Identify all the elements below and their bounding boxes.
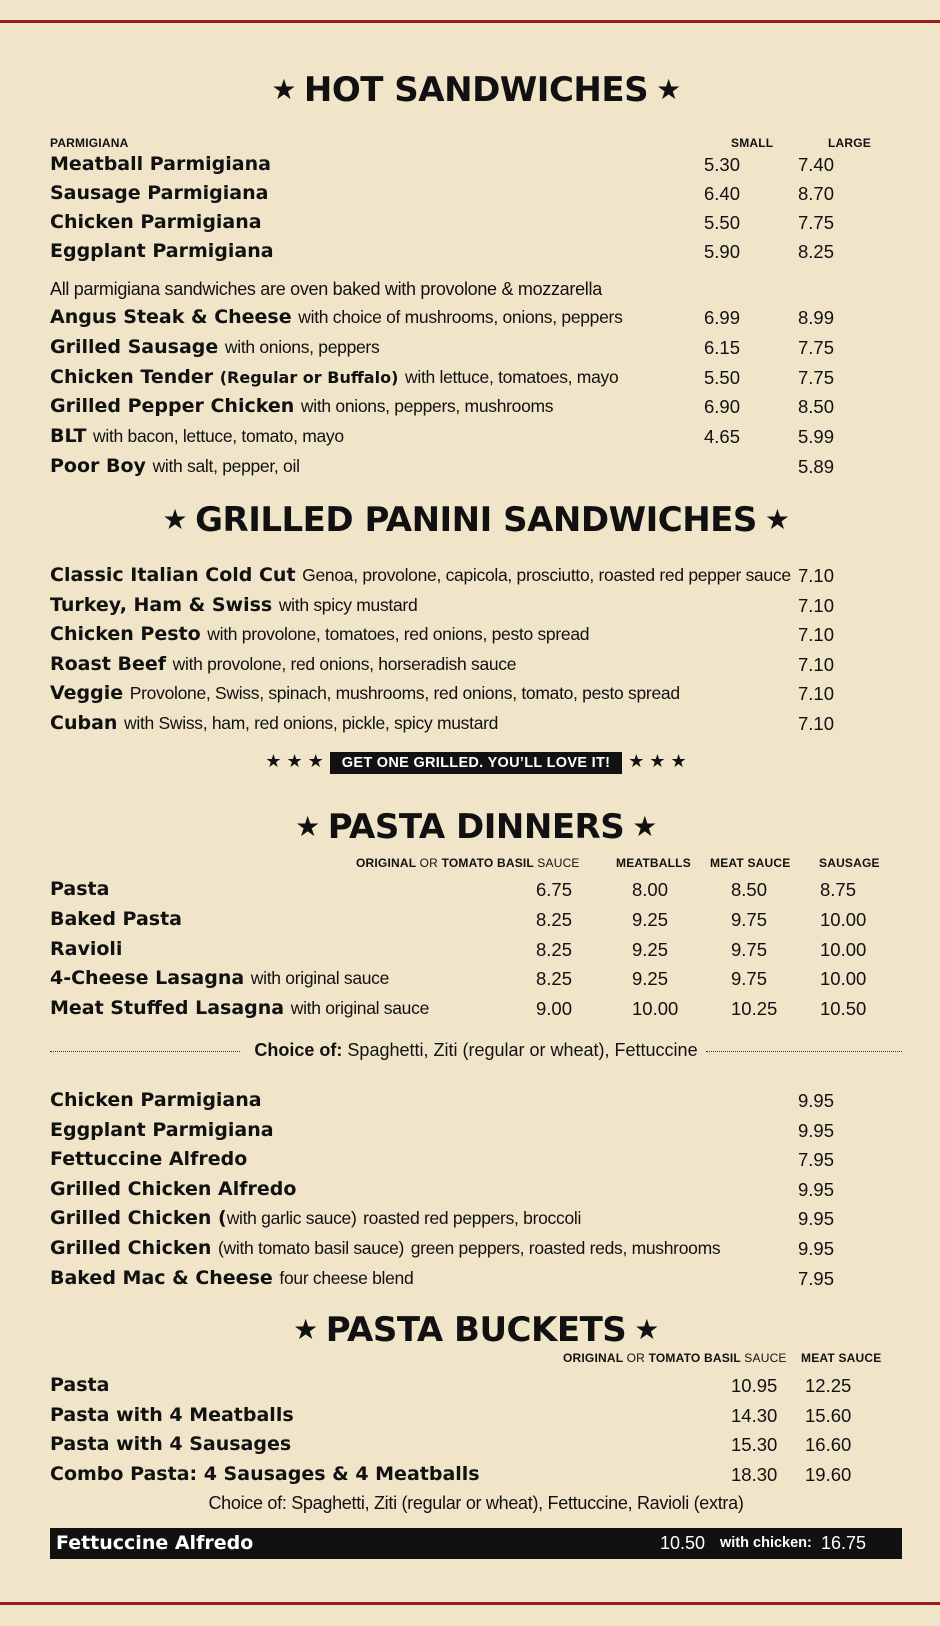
item-note: (with tomato basil sauce): [218, 1238, 405, 1258]
item-name: [50, 997, 429, 1019]
menu-row: [50, 455, 902, 485]
large-price: 5.89: [798, 456, 835, 477]
price: 9.95: [798, 1238, 835, 1259]
menu-row: [50, 153, 902, 183]
menu-row: [50, 1374, 902, 1404]
item-name: [50, 306, 623, 328]
star-icon: ★ ★ ★: [265, 751, 324, 771]
original-price: 10.95: [731, 1375, 778, 1396]
item-description: with bacon, lettuce, tomato, mayo: [93, 426, 344, 447]
item-name: [50, 564, 791, 586]
price: 7.10: [798, 565, 835, 586]
menu-row: [50, 682, 902, 712]
meat-sauce-price: 16.60: [805, 1434, 852, 1456]
price: 9.95: [798, 1090, 835, 1111]
small-price: 6.15: [704, 336, 741, 358]
price: 9.95: [798, 1208, 835, 1230]
item-description: with lettuce, tomatoes, mayo: [405, 366, 619, 387]
hot-sandwiches-title: ★ HOT SANDWICHES ★: [50, 70, 902, 110]
large-price: 7.75: [798, 366, 835, 388]
item-title: Roast Beef: [50, 652, 167, 675]
sausage-price: 10.00: [820, 938, 867, 960]
item-description: with original sauce: [250, 968, 390, 989]
grilled-banner: [50, 751, 902, 774]
star-icon: ★: [162, 503, 188, 536]
parmigiana-note: All parmigiana sandwiches are oven baked with provolone & mozzarella: [50, 279, 602, 299]
menu-row: [50, 712, 902, 742]
grilled-banner-text: GET ONE GRILLED. YOU’LL LOVE IT!: [330, 752, 622, 774]
item-description: with onions, peppers: [224, 336, 380, 357]
small-price: 4.65: [704, 426, 741, 448]
meat-sauce-price: 10.25: [731, 998, 778, 1020]
menu-row: [50, 653, 902, 683]
bucket-meat-sauce-header: MEAT SAUCE: [801, 1351, 882, 1365]
item-description: with provolone, red onions, horseradish sauce: [172, 653, 517, 674]
item-description: Provolone, Swiss, spinach, mushrooms, red onions, tomato, pesto spread: [129, 683, 680, 704]
item-name: [50, 967, 389, 989]
alfredo-with-chicken-label: with chicken:: [720, 1535, 812, 1551]
item-title: Eggplant Parmigiana: [50, 1118, 274, 1141]
price: 9.95: [798, 1178, 835, 1200]
item-title: Chicken Parmigiana: [50, 211, 262, 233]
meatballs-price: 9.25: [632, 938, 669, 960]
item-name: [50, 938, 122, 960]
item-name: [50, 366, 618, 388]
menu-row: [50, 395, 902, 425]
meatballs-price: 9.25: [632, 968, 669, 990]
pasta-choice-text: Choice of: Spaghetti, Ziti (regular or wheat), Fettuccine: [254, 1040, 698, 1060]
item-title: Poor Boy: [50, 455, 146, 477]
menu-row: [50, 1267, 902, 1297]
item-description: with salt, pepper, oil: [152, 456, 300, 476]
original-price: 15.30: [731, 1434, 778, 1456]
star-icon: ★: [271, 73, 296, 106]
large-price: 8.50: [798, 396, 835, 418]
item-title: Combo Pasta: 4 Sausages & 4 Meatballs: [50, 1462, 480, 1485]
star-icon: ★: [634, 1313, 659, 1346]
item-subtitle: (Regular or Buffalo): [219, 367, 399, 387]
price: 7.10: [798, 713, 835, 734]
bottom-rule: [0, 1602, 940, 1605]
item-title: Chicken Tender: [50, 365, 214, 388]
menu-row: [50, 594, 902, 624]
top-rule: [0, 20, 940, 23]
small-header: SMALL: [731, 136, 774, 150]
price: 9.95: [798, 1119, 835, 1141]
star-icon: ★: [295, 810, 320, 843]
small-price: 6.40: [704, 183, 741, 204]
menu-row: [50, 336, 902, 366]
menu-row: [50, 211, 902, 241]
item-title: Classic Italian Cold Cut: [50, 564, 296, 586]
large-header: LARGE: [828, 136, 871, 150]
meatballs-price: 10.00: [632, 998, 679, 1020]
menu-row: [50, 425, 902, 455]
menu-row: [50, 306, 902, 336]
item-title: 4-Cheese Lasagna: [50, 967, 245, 990]
item-title: Turkey, Ham & Swiss: [50, 593, 273, 616]
item-name: [50, 682, 680, 704]
item-description: with original sauce: [290, 998, 429, 1019]
star-icon: ★: [632, 810, 657, 843]
large-price: 7.75: [798, 336, 835, 358]
item-title: Veggie: [50, 682, 124, 705]
item-name: [50, 908, 182, 930]
star-icon: ★: [293, 1313, 318, 1346]
menu-row: [50, 938, 902, 968]
item-name: [50, 1178, 296, 1200]
item-name: [50, 1148, 247, 1170]
menu-row: [50, 967, 902, 997]
pasta-choice-line: [50, 1040, 902, 1062]
item-name: [50, 653, 516, 675]
original-price: 8.25: [536, 938, 573, 960]
meat-sauce-price: 9.75: [731, 938, 768, 960]
item-title: BLT: [50, 425, 87, 448]
menu-row: [50, 1148, 902, 1178]
item-title: Baked Pasta: [50, 907, 182, 930]
item-name: [50, 425, 344, 447]
item-title: Meat Stuffed Lasagna: [50, 997, 285, 1020]
item-title: Grilled Sausage: [50, 335, 219, 358]
original-sauce-header: ORIGINAL OR TOMATO BASIL SAUCE: [356, 856, 580, 870]
item-name: [50, 1089, 262, 1111]
item-title: Eggplant Parmigiana: [50, 240, 274, 262]
item-title: Pasta with 4 Meatballs: [50, 1403, 294, 1426]
bucket-choice-text: Choice of: Spaghetti, Ziti (regular or wheat), Fettuccine, Ravioli (extra): [208, 1493, 744, 1513]
meatballs-header: MEATBALLS: [616, 856, 691, 870]
menu-row: [50, 908, 902, 938]
menu-row: [50, 1433, 902, 1463]
price: 7.10: [798, 594, 835, 616]
meat-sauce-price: 19.60: [805, 1463, 852, 1485]
item-title: Grilled Chicken: [50, 1237, 212, 1259]
sausage-header: SAUSAGE: [819, 856, 880, 870]
menu-row: [50, 1207, 902, 1237]
item-title: Grilled Pepper Chicken: [50, 395, 295, 418]
item-title: Pasta: [50, 878, 110, 900]
meat-sauce-price: 12.25: [805, 1375, 852, 1396]
item-description: with spicy mustard: [278, 594, 418, 615]
large-price: 8.70: [798, 183, 835, 204]
original-price: 18.30: [731, 1463, 778, 1485]
bucket-original-header: ORIGINAL OR TOMATO BASIL SAUCE: [563, 1351, 787, 1365]
item-description: roasted red peppers, broccoli: [363, 1208, 582, 1229]
pasta-dinners-title: ★ PASTA DINNERS ★: [50, 807, 902, 847]
original-price: 6.75: [536, 879, 573, 900]
item-name: [50, 1267, 413, 1289]
price: 7.10: [798, 653, 835, 675]
price: 7.95: [798, 1267, 835, 1289]
original-price: 9.00: [536, 998, 573, 1020]
item-title: Grilled Chicken Alfredo: [50, 1177, 297, 1200]
item-title: Meatball Parmigiana: [50, 153, 271, 175]
item-title: Ravioli: [50, 937, 123, 960]
star-icon: ★: [656, 73, 681, 106]
small-price: 6.90: [704, 396, 741, 418]
meat-sauce-price: 8.50: [731, 879, 768, 900]
item-name: [50, 878, 109, 900]
item-name: [50, 1374, 109, 1396]
item-title: Pasta with 4 Sausages: [50, 1433, 292, 1456]
item-name: [50, 1463, 480, 1485]
item-description: with choice of mushrooms, onions, peppers: [298, 307, 623, 327]
item-title: Fettuccine Alfredo: [50, 1148, 248, 1171]
item-description: Genoa, provolone, capicola, prosciutto, roasted red pepper sauce: [302, 565, 791, 585]
price: 7.10: [798, 624, 835, 646]
item-title: Sausage Parmigiana: [50, 182, 269, 204]
menu-row: [50, 366, 902, 396]
large-price: 7.75: [798, 212, 835, 233]
menu-row: [50, 240, 902, 270]
item-name: [50, 594, 417, 616]
large-price: 5.99: [798, 426, 835, 448]
item-name: [50, 1237, 720, 1259]
meat-sauce-header: MEAT SAUCE: [710, 856, 791, 870]
pasta-buckets-title: ★ PASTA BUCKETS ★: [50, 1310, 902, 1350]
large-price: 8.25: [798, 241, 835, 262]
star-icon: ★: [764, 503, 790, 536]
item-name: [50, 623, 589, 645]
menu-row: [50, 1463, 902, 1493]
alfredo-with-chicken-price: 16.75: [821, 1533, 867, 1553]
menu-row: [50, 997, 902, 1027]
item-name: [50, 455, 300, 477]
item-name: [50, 1404, 294, 1426]
item-title: Grilled Chicken (: [50, 1207, 227, 1230]
menu-row: [50, 1237, 902, 1267]
meatballs-price: 8.00: [632, 879, 669, 900]
item-name: [50, 1119, 274, 1141]
menu-row: [50, 564, 902, 594]
item-name: [50, 240, 274, 262]
item-name: [50, 1433, 291, 1455]
menu-row: [50, 182, 902, 212]
item-name: [50, 1207, 581, 1229]
original-price: 8.25: [536, 908, 573, 930]
menu-row: [50, 1089, 902, 1119]
item-title: Cuban: [50, 712, 118, 734]
item-name: [50, 712, 498, 734]
item-name: [50, 211, 262, 233]
item-name: [50, 153, 271, 175]
small-price: 5.30: [704, 154, 741, 175]
item-description: green peppers, roasted reds, mushrooms: [410, 1238, 721, 1258]
item-title: Chicken Parmigiana: [50, 1089, 262, 1111]
item-title: Chicken Pesto: [50, 623, 201, 646]
item-name: [50, 395, 553, 417]
small-price: 6.99: [704, 307, 741, 328]
price: 7.10: [798, 683, 835, 705]
item-description: with provolone, tomatoes, red onions, pesto spread: [207, 624, 590, 645]
meat-sauce-price: 9.75: [731, 908, 768, 930]
menu-row: [50, 878, 902, 908]
large-price: 7.40: [798, 154, 835, 175]
menu-row: [50, 1119, 902, 1149]
original-price: 14.30: [731, 1404, 778, 1426]
sausage-price: 8.75: [820, 879, 857, 900]
alfredo-name: Fettuccine Alfredo: [56, 1532, 254, 1554]
item-description: with onions, peppers, mushrooms: [300, 396, 554, 417]
item-title: Baked Mac & Cheese: [50, 1266, 273, 1289]
menu-row: [50, 623, 902, 653]
item-name: [50, 182, 268, 204]
small-price: 5.90: [704, 241, 741, 262]
menu-row: [50, 1178, 902, 1208]
star-icon: ★ ★ ★: [628, 751, 687, 771]
sausage-price: 10.00: [820, 908, 867, 930]
price: 7.95: [798, 1149, 835, 1171]
item-title: Pasta: [50, 1374, 110, 1396]
small-price: 5.50: [704, 366, 741, 388]
item-description: four cheese blend: [279, 1267, 414, 1288]
meat-sauce-price: 15.60: [805, 1404, 852, 1426]
original-price: 8.25: [536, 968, 573, 990]
item-note: with garlic sauce): [226, 1208, 357, 1229]
small-price: 5.50: [704, 212, 741, 233]
sausage-price: 10.50: [820, 998, 867, 1020]
parmigiana-header: PARMIGIANA: [50, 136, 129, 150]
alfredo-bar: [50, 1528, 902, 1559]
meatballs-price: 9.25: [632, 908, 669, 930]
item-description: with Swiss, ham, red onions, pickle, spicy mustard: [124, 713, 499, 733]
item-title: Angus Steak & Cheese: [50, 306, 292, 328]
panini-title: ★ GRILLED PANINI SANDWICHES ★: [50, 500, 902, 540]
large-price: 8.99: [798, 307, 835, 328]
menu-row: [50, 1404, 902, 1434]
meat-sauce-price: 9.75: [731, 968, 768, 990]
sausage-price: 10.00: [820, 968, 867, 990]
item-name: [50, 336, 379, 358]
alfredo-price: 10.50: [660, 1533, 706, 1553]
